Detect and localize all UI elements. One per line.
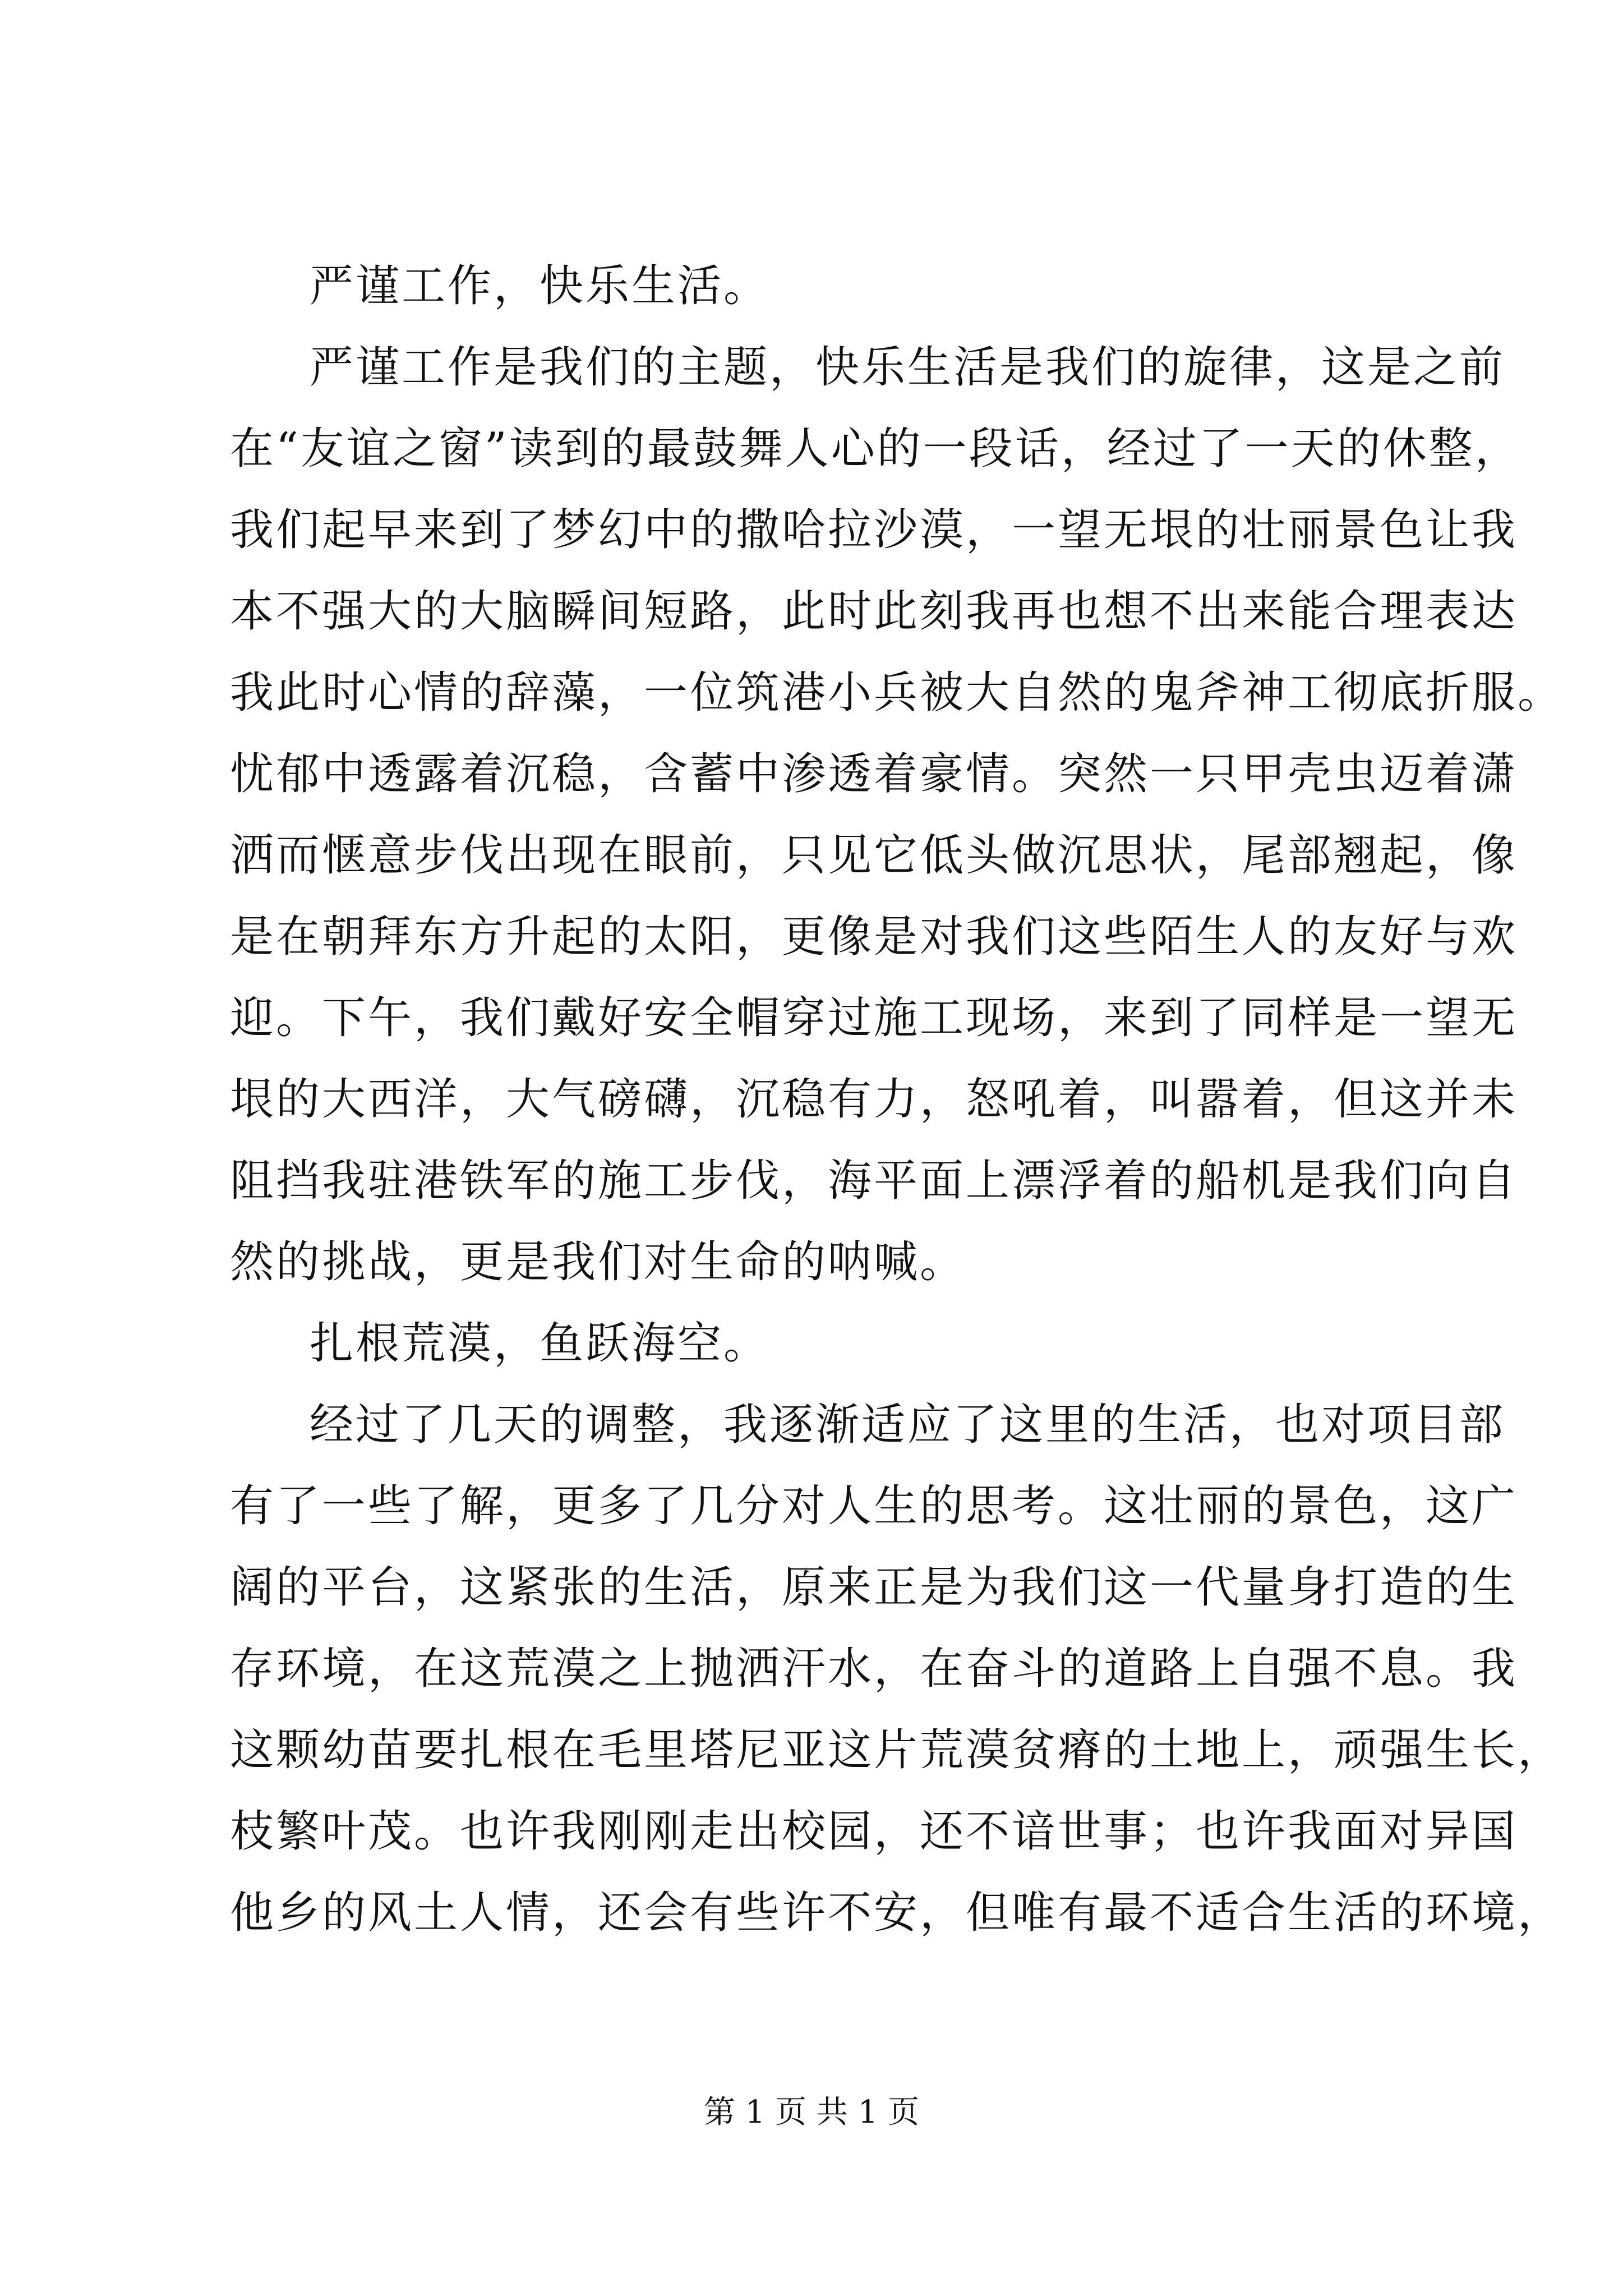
text-line: 然的挑战，更是我们对生命的呐喊。 <box>230 1237 966 1287</box>
text-line: 本不强大的大脑瞬间短路，此时此刻我再也想不出来能合理表达 <box>230 586 1518 637</box>
text-line: 严谨工作是我们的主题，快乐生活是我们的旋律，这是之前 <box>310 342 1506 393</box>
text-line: 存环境，在这荒漠之上抛洒汗水，在奋斗的道路上自强不息。我 <box>230 1644 1518 1694</box>
text-line: 枝繁叶茂。也许我刚刚走出校园，还不谙世事；也许我面对异国 <box>230 1806 1518 1857</box>
text-line: 这颗幼苗要扎根在毛里塔尼亚这片荒漠贫瘠的土地上，顽强生长， <box>230 1725 1564 1775</box>
text-line: 迎。下午，我们戴好安全帽穿过施工现场，来到了同样是一望无 <box>230 993 1518 1043</box>
text-line: 阻挡我驻港铁军的施工步伐，海平面上漂浮着的船机是我们向自 <box>230 1156 1518 1206</box>
text-line: 有了一些了解，更多了几分对人生的思考。这壮丽的景色，这广 <box>230 1481 1518 1531</box>
text-line: 扎根荒漠，鱼跃海空。 <box>310 1318 770 1369</box>
text-line: 严谨工作，快乐生活。 <box>310 261 770 311</box>
text-line: 是在朝拜东方升起的太阳，更像是对我们这些陌生人的友好与欢 <box>230 912 1518 962</box>
text-line: 经过了几天的调整，我逐渐适应了这里的生活，也对项目部 <box>310 1400 1506 1450</box>
text-line: 忧郁中透露着沉稳，含蓄中渗透着豪情。突然一只甲壳虫迈着潇 <box>230 749 1518 799</box>
text-line: 在“友谊之窗”读到的最鼓舞人心的一段话，经过了一天的休整， <box>230 424 1521 474</box>
text-line: 垠的大西洋，大气磅礴，沉稳有力，怒吼着，叫嚣着，但这并未 <box>230 1074 1518 1125</box>
text-line: 我此时心情的辞藻，一位筑港小兵被大自然的鬼斧神工彻底折服。 <box>230 668 1564 718</box>
text-line: 洒而惬意步伐出现在眼前，只见它低头做沉思状，尾部翘起，像 <box>230 830 1518 881</box>
page-number-footer: 第 1 页 共 1 页 <box>703 2094 920 2131</box>
text-line: 他乡的风土人情，还会有些许不安，但唯有最不适合生活的环境， <box>230 1888 1564 1938</box>
text-line: 阔的平台，这紧张的生活，原来正是为我们这一代量身打造的生 <box>230 1562 1518 1613</box>
text-line: 我们起早来到了梦幻中的撒哈拉沙漠，一望无垠的壮丽景色让我 <box>230 505 1518 555</box>
